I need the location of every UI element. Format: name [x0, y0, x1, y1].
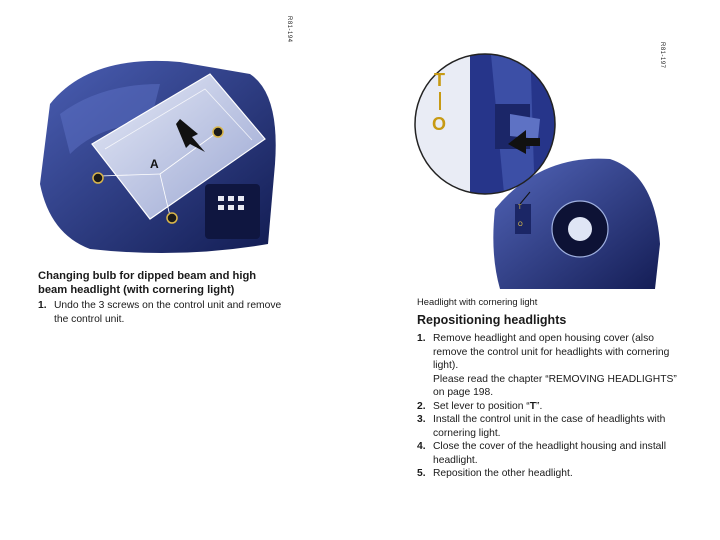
lever-label-bottom: O	[432, 114, 447, 134]
left-step-1	[38, 299, 283, 326]
callout-label-a: A	[150, 157, 159, 171]
left-section-heading: Changing bulb for dipped beam and high beam headlight (with cornering light)	[38, 270, 257, 296]
screw-1	[93, 173, 103, 183]
right-steps-list	[417, 332, 685, 481]
step-number: 1.	[417, 333, 426, 344]
step-number: 4.	[417, 441, 426, 452]
step-number: 5.	[417, 468, 426, 479]
screw-3	[213, 127, 223, 137]
step-text: Close the cover of the headlight housing and install headlight.	[433, 441, 666, 466]
small-label-top: T	[518, 205, 522, 211]
left-steps-list	[38, 299, 283, 326]
screw-2	[167, 213, 177, 223]
step-text: Install the control unit in the case of headlights with cornering light.	[433, 414, 666, 439]
step-text: Reposition the other headlight.	[433, 468, 573, 479]
right-step-4	[417, 440, 685, 467]
headlight-control-unit-illustration	[30, 44, 292, 262]
right-step-1	[417, 332, 685, 400]
lever-label-top: T	[434, 70, 445, 90]
right-section-heading: Repositioning headlights	[417, 313, 567, 327]
step-text: Undo the 3 screws on the control unit and remove the control unit.	[54, 300, 282, 325]
right-step-3	[417, 413, 685, 440]
step-text: Remove headlight and open housing cover (also remove the control unit for headlights with cornering light).	[433, 333, 670, 371]
step-number: 1.	[38, 300, 47, 311]
step-reference: Please read the chapter “REMOVING HEADLIGHTS” on page 198.	[433, 373, 677, 398]
headlight-lever-illustration	[410, 44, 672, 294]
right-step-2	[417, 400, 685, 414]
small-label-bottom: O	[518, 222, 523, 228]
figure-code-right: R81-197	[659, 42, 665, 69]
step-number: 2.	[417, 400, 426, 412]
step-number: 3.	[417, 414, 426, 425]
step-text-prefix: Set lever to position “	[433, 400, 530, 412]
lever-position-t: T	[529, 400, 537, 412]
right-step-5	[417, 467, 685, 481]
figure-code-left: R81-194	[286, 16, 292, 43]
figure-caption: Headlight with cornering light	[417, 296, 538, 307]
step-text-suffix: ”.	[536, 400, 543, 412]
